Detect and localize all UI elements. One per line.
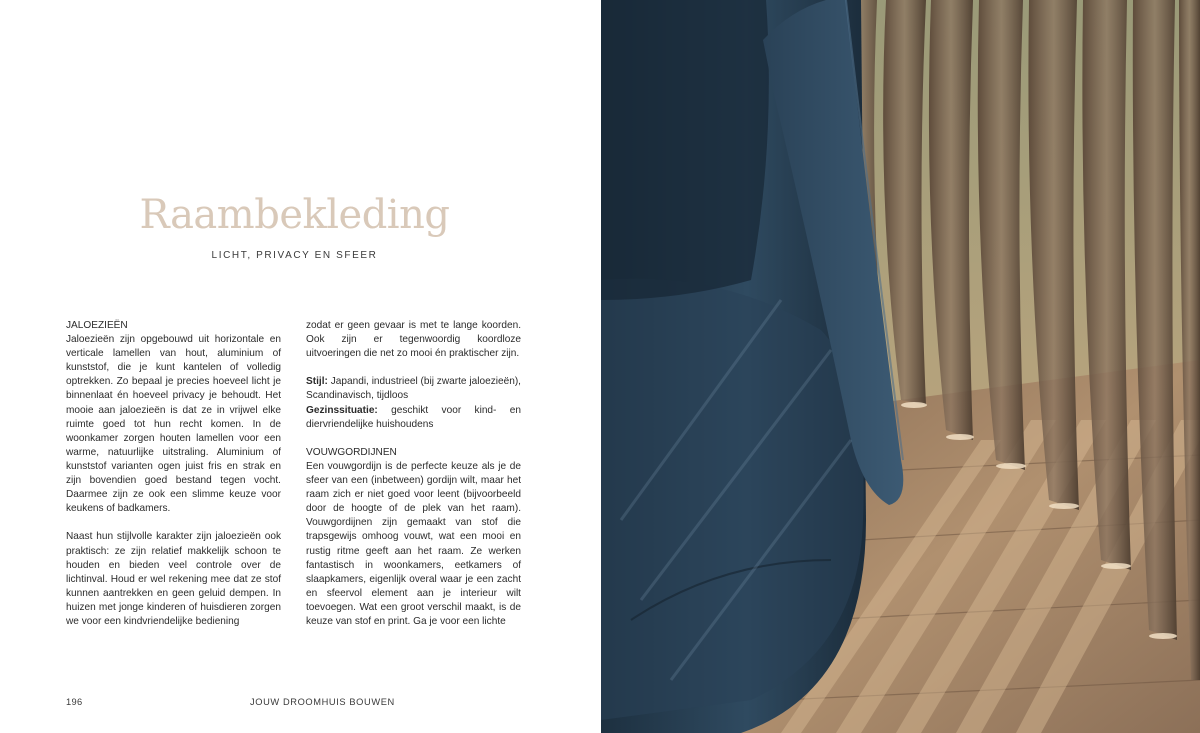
family-value: geschikt voor kind- en diervriendelijke huishoudens xyxy=(306,404,521,430)
section-heading-vouwgordijnen: VOUWGORDIJNEN xyxy=(306,446,397,458)
body-paragraph: Naast hun stijlvolle karakter zijn jaloezieën ook praktisch: ze zijn relatief makkelijk schoon te houden en bieden veel controle over de lichtinval. Houd er wel rekening mee dat ze stof kunnen aantrekken en geen geluid dempen. In huizen met jonge kinderen of huisdieren zorgen we voor een kindvriendelijke bediening xyxy=(66,531,281,627)
style-label: Stijl: xyxy=(306,376,328,388)
photo-illustration xyxy=(601,0,1200,733)
section-vouwgordijnen xyxy=(306,446,521,629)
page-title: Raambekleding xyxy=(139,192,450,238)
running-title: JOUW DROOMHUIS BOUWEN xyxy=(250,697,395,707)
section-heading-jaloezieen: JALOEZIEËN xyxy=(66,320,128,331)
family-label: Gezinssituatie: xyxy=(306,404,378,416)
text-column-right xyxy=(306,319,521,643)
jaloezieen-specs xyxy=(306,375,521,431)
page-subtitle: LICHT, PRIVACY EN SFEER xyxy=(211,250,378,261)
body-paragraph: zodat er geen gevaar is met te lange koorden. Ook zijn er tegenwoordig koordloze uitvoeringen die net zo mooi én praktischer zijn. xyxy=(306,320,521,360)
text-column-left xyxy=(66,319,281,643)
body-paragraph: Jaloezieën zijn opgebouwd uit horizontale en verticale lamellen van hout, aluminium of kunststof, die je kunt kantelen of volledig optrekken. Zo bepaal je precies hoeveel licht je binnenlaat én hoeveel privacy je behoudt. Het mooie aan jaloezieën is dat ze in vrijwel elke ruimte goed tot hun recht komen. In de woonkamer zorgen houten lamellen voor een warme, natuurlijke uitstraling. Aluminium of kunststof varianten ogen juist fris en strak en zijn bovendien goed bestand tegen vocht. Daarmee zijn ze ook een slimme keuze voor keukens of badkamers. xyxy=(66,334,281,515)
page-number: 196 xyxy=(66,697,83,707)
interior-photo xyxy=(601,0,1200,733)
section-jaloezieen xyxy=(66,319,281,516)
body-paragraph: Een vouwgordijn is de perfecte keuze als je de sfeer van een (inbetween) gordijn wilt, maar het raam zich er niet goed voor leent (bijvoorbeeld door de hoogte of de plek van het raam). Vouwgordijnen zijn gemaakt van stof die trapsgewijs omhoog vouwt, wat een mooi en rustig ritme geeft aan het raam. Ze werken fantastisch in woonkamers, eetkamers of slaapkamers, eigenlijk overal waar je een zacht en sfeervol element aan je interieur wilt toevoegen. Wat een groot verschil maakt, is de keuze van stof en print. Ga je voor een lichte xyxy=(306,460,521,627)
chair-back xyxy=(601,0,769,300)
style-value: Japandi, industrieel (bij zwarte jaloezieën), Scandinavisch, tijdloos xyxy=(306,376,521,402)
